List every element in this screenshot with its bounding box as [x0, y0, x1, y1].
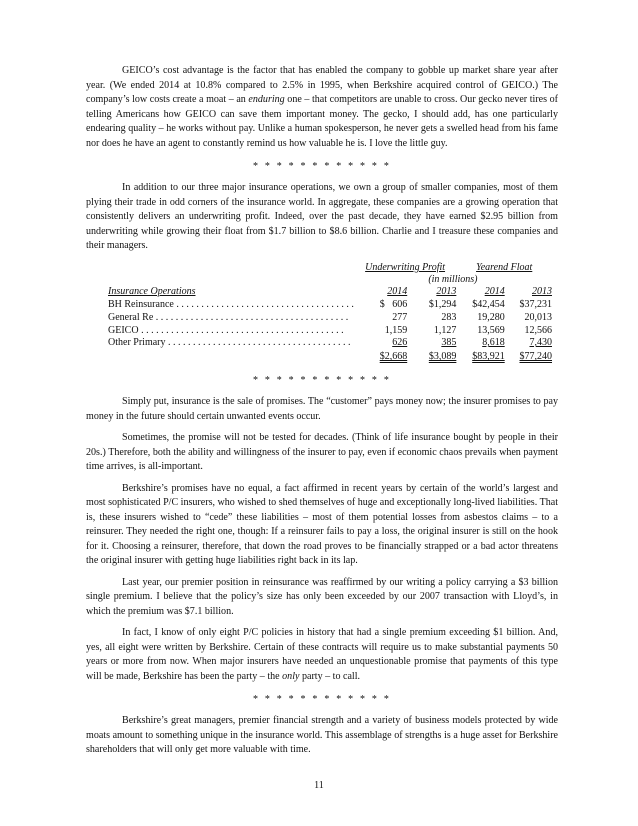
dot-leader: . . . . . . . . . . . . . . . . . . . . . . . . . . . . . . . . . . . .: [173, 299, 354, 311]
underwriting-profit-header: Underwriting Profit: [365, 261, 446, 273]
paragraph-berkshire-promises: Berkshire’s promises have no equal, a fact affirmed in recent years by certain of the world’s largest and most sophisticated P/C insurers, who wished to shed themselves of huge and exceptionally long-lived liabilities. That is, these insurers wished to “cede” these liabilities – most of them potential losses from asbestos claims – to a reinsurer. They needed the right one, though: If a reinsurer fails to pay a loss, the original insurer is still on the hook for it. Choosing a reinsurer, therefore, that down the road proves to be financially strapped or a bad actor threatens the original insurer with getting huge liabilities right back in its lap.: [86, 482, 558, 567]
section-separator: * * * * * * * * * * * *: [252, 694, 392, 706]
table-column-header-row: [108, 286, 552, 298]
year-header: 2014: [484, 286, 505, 298]
table-group-header-row: [108, 262, 552, 274]
section-separator: * * * * * * * * * * * *: [252, 161, 392, 172]
table-cell: $37,231: [519, 299, 552, 311]
row-label: Other Primary: [108, 336, 166, 348]
paragraph-reinsurance-policy: Last year, our premier position in reinsurance was reaffirmed by our writing a policy carrying a $3 billion single premium. I believe that the policy’s size has only been exceeded by our 2007 transaction with Lloyd’s, in which the premium was $7.1 billion.: [86, 576, 558, 617]
year-header: 2014: [387, 286, 408, 298]
table-row: [108, 298, 552, 312]
table-cell: $42,454: [472, 299, 505, 311]
row-header: Insurance Operations: [108, 286, 196, 298]
row-label: General Re: [108, 312, 154, 324]
table-units-row: [108, 274, 552, 286]
units-label: (in millions): [428, 273, 478, 285]
yearend-float-header: Yearend Float: [476, 261, 533, 273]
table-row: [108, 337, 552, 349]
document-page: [86, 64, 558, 758]
table-row: [108, 325, 552, 337]
total-cell: $83,921: [472, 351, 505, 363]
table-cell: 1,127: [433, 324, 457, 336]
table-cell: $ 606: [379, 299, 408, 311]
year-header: 2013: [532, 286, 552, 298]
paragraph-insurance-promises: Simply put, insurance is the sale of promises. The “customer” pays money now; the insurer promises to pay money in the future should certain unwanted events occur.: [86, 396, 558, 422]
table-cell: 19,280: [477, 312, 505, 324]
table-cell: 626: [392, 336, 408, 348]
table-cell: 12,566: [524, 324, 552, 336]
table-cell: 13,569: [477, 324, 505, 336]
paragraph-smaller-companies: In addition to our three major insurance operations, we own a group of smaller companies, most of them plying their trade in odd corners of the insurance world. In aggregate, these companies are a growing operation that consistently delivers an underwriting profit. Indeed, over the past decade, they have earned $2.95 billion from underwriting while growing their float from $1.7 billion to $8.6 billion. Charlie and I treasure these companies and their managers.: [86, 182, 558, 251]
table-cell: 1,159: [384, 324, 408, 336]
paragraph-promise-tested: Sometimes, the promise will not be tested for decades. (Think of life insurance bought by people in their 20s.) Therefore, both the ability and willingness of the insurer to pay, even if economic chaos prevails when payment time arrives, is all-important.: [86, 432, 558, 473]
insurance-operations-table: [108, 262, 552, 366]
table-row: [108, 312, 552, 324]
table-cell: 20,013: [524, 312, 552, 324]
dot-leader: . . . . . . . . . . . . . . . . . . . . . . . . . . . . . . . . . . . . . . . . .: [138, 324, 344, 336]
dot-leader: . . . . . . . . . . . . . . . . . . . . . . . . . . . . . . . . . . . . . . .: [153, 312, 349, 324]
paragraph-geico: GEICO’s cost advantage is the factor that has enabled the company to gobble up market share year after year. (We ended 2014 at 10.8% compared to 2.5% in 1995, when Berkshire acquired control of GEICO.) The company’s low costs create a moat – an enduring one – that competitors are unable to cross. Our gecko never tires of telling Americans how GEICO can save them important money. The gecko, I should add, has one particularly endearing quality – he works without pay. Unlike a human spokesperson, he never gets a swelled head from his fame nor does he have an agent to constantly remind us how valuable he is. I love the little guy.: [86, 65, 558, 149]
total-cell: $3,089: [428, 351, 457, 363]
row-label: BH Reinsurance: [108, 299, 174, 311]
table-cell: $1,294: [428, 299, 457, 311]
table-cell: 283: [441, 312, 457, 324]
section-separator: * * * * * * * * * * * *: [252, 375, 392, 387]
table-total-row: [108, 349, 552, 365]
table-cell: 385: [441, 336, 457, 348]
table-cell: 277: [392, 312, 408, 324]
total-cell: $77,240: [519, 351, 552, 363]
table-cell: 7,430: [529, 336, 552, 348]
paragraph-great-managers: Berkshire’s great managers, premier financial strength and a variety of business models protected by wide moats amount to something unique in the insurance world. This assemblage of strengths is a huge asset for Berkshire shareholders that will only get more valuable with time.: [86, 715, 558, 756]
total-cell: $2,668: [379, 351, 408, 363]
table-cell: 8,618: [482, 336, 505, 348]
paragraph-eight-policies: In fact, I know of only eight P/C policies in history that had a single premium exceeding $1 billion. And, yes, all eight were written by Berkshire. Certain of these contracts will require us to make substantial payments 50 years or more from now. When major insurers have needed an unquestionable promise that payments of this type will be made, Berkshire has been the party – the only party – to call.: [86, 627, 558, 682]
year-header: 2013: [436, 286, 457, 298]
page-number: 11: [314, 780, 324, 791]
row-label: GEICO: [108, 324, 139, 336]
dot-leader: . . . . . . . . . . . . . . . . . . . . . . . . . . . . . . . . . . . . .: [165, 336, 351, 348]
